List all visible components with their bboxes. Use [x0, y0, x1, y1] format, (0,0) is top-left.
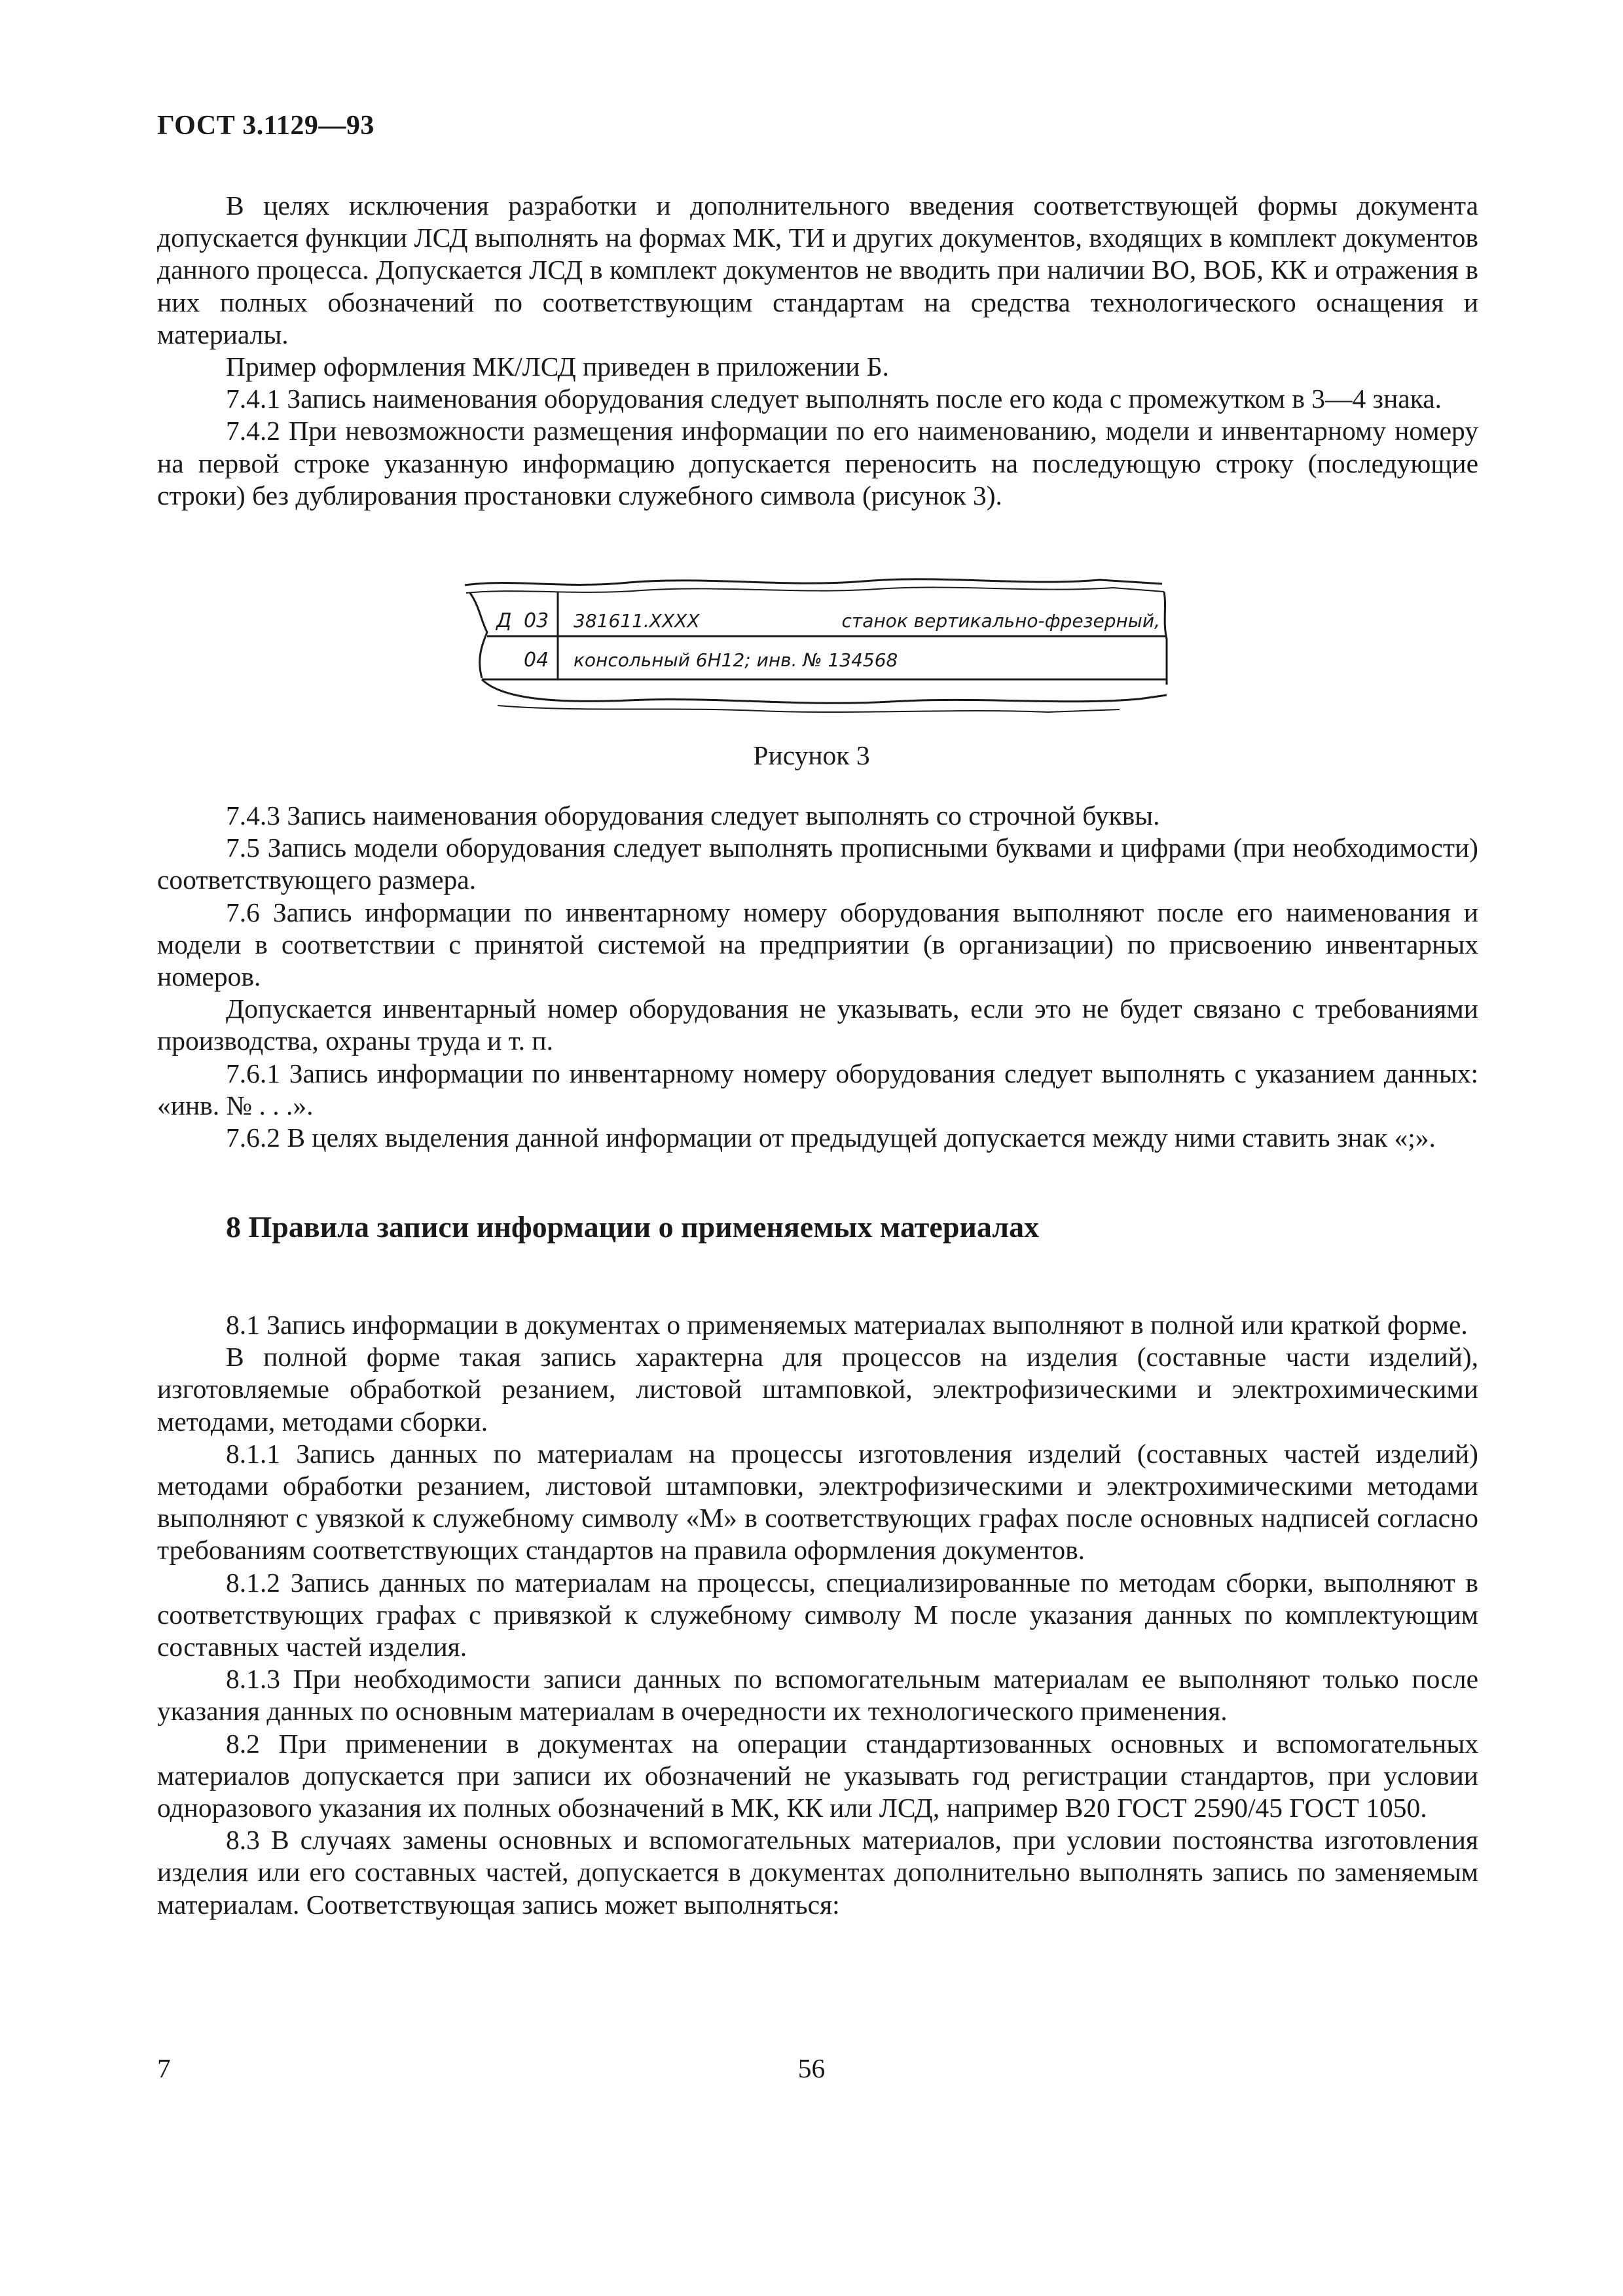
- figure-row2-text: консольный 6Н12; инв. № 134568: [574, 649, 898, 671]
- document-code-header: ГОСТ 3.1129—93: [157, 111, 374, 141]
- text-block-middle: [157, 800, 1478, 1154]
- paragraph: Пример оформления МК/ЛСД приведен в приложении Б.: [226, 351, 889, 382]
- section-8-title: 8 Правила записи информации о применяемых материалах: [226, 1210, 1040, 1244]
- paragraph: 8.1.2 Запись данных по материалам на процессы, специализированные по методам сборки, выполняют в соответствующих графах с привязкой к служебному символу М после указания данных по комплектующим составных частей изделия.: [157, 1567, 1478, 1662]
- figure-row1-code: 381611.XXXX: [574, 610, 700, 632]
- paragraph: Допускается инвентарный номер оборудования не указывать, если это не будет связано с требованиями производства, охраны труда и т. п.: [157, 994, 1478, 1056]
- paragraph: 7.6 Запись информации по инвентарному номеру оборудования выполняют после его наименования и модели в соответствии с принятой системой на предприятии (в организации) по присвоению инвентарных номеров.: [157, 897, 1478, 992]
- footer-page-number: 56: [797, 2053, 826, 2083]
- figure-3-table-fragment: [458, 567, 1172, 724]
- paragraph: 7.6.1 Запись информации по инвентарному номеру оборудования следует выполнять с указанием данных: «инв. № . . .».: [157, 1058, 1478, 1121]
- paragraph: 7.4.3 Запись наименования оборудования следует выполнять со строчной буквы.: [226, 800, 1160, 831]
- paragraph: В целях исключения разработки и дополнительного введения соответствующей формы документа допускается функции ЛСД выполнять на формах МК, ТИ и других документов, входящих в комплект документов данного процесса. Допускается ЛСД в комплект документов не вводить при наличии ВО, ВОБ, КК и отражения в них полных обозначений по соответствующим стандартам на средства технологического оснащения и материалы.: [157, 190, 1478, 350]
- paragraph: 8.1 Запись информации в документах о применяемых материалах выполняют в полной или краткой форме.: [226, 1310, 1468, 1340]
- paragraph: 8.2 При применении в документах на операции стандартизованных основных и вспомогательных материалов допускается при записи их обозначений не указывать год регистрации стандартов, при условии одноразового указания их полных обозначений в МК, КК или ЛСД, например В20 ГОСТ 2590/45 ГОСТ 1050.: [157, 1728, 1478, 1823]
- paragraph: 7.4.1 Запись наименования оборудования следует выполнять после его кода с промежутком в 3—4 знака.: [226, 384, 1442, 414]
- paragraph: 8.1.3 При необходимости записи данных по вспомогательным материалам ее выполняют только после указания данных по основным материалам в очередности их технологического применения.: [157, 1664, 1478, 1727]
- paragraph: 8.3 В случаях замены основных и вспомогательных материалов, при условии постоянства изготовления изделия или его составных частей, допускается в документах дополнительно выполнять запись по заменяемым материалам. Соответствующая запись может выполняться:: [157, 1825, 1478, 1920]
- figure-caption: Рисунок 3: [753, 740, 870, 770]
- text-block-bottom: [157, 1309, 1478, 1921]
- figure-row1-number: 03: [524, 609, 549, 632]
- figure-row1-text: станок вертикально-фрезерный,: [841, 610, 1160, 632]
- figure-symbol: Д: [496, 609, 512, 632]
- paragraph: 7.4.2 При невозможности размещения информации по его наименованию, модели и инвентарному номеру на первой строке указанную информацию допускается переносить на последующую строку (последующие строки) без дублирования простановки служебного символа (рисунок 3).: [157, 416, 1478, 511]
- footer-sheet-number: 7: [157, 2053, 171, 2083]
- paragraph: 7.6.2 В целях выделения данной информации от предыдущей допускается между ними ставить знак «;».: [226, 1122, 1436, 1153]
- paragraph: 8.1.1 Запись данных по материалам на процессы изготовления изделий (составных частей изделий) методами обработки резанием, листовой штамповки, электрофизическими и электрохимическими методами выполняют с увязкой к служебному символу «М» в соответствующих графах после основных надписей согласно требованиям соответствующих стандартов на правила оформления документов.: [157, 1438, 1478, 1566]
- text-block-top: [157, 190, 1478, 512]
- figure-row2-number: 04: [524, 649, 549, 672]
- paragraph: 7.5 Запись модели оборудования следует выполнять прописными буквами и цифрами (при необходимости) соответствующего размера.: [157, 833, 1478, 895]
- paragraph: В полной форме такая запись характерна для процессов на изделия (составные части изделий), изготовляемые обработкой резанием, листовой штамповкой, электрофизическими и электрохимическими методами, методами сборки.: [157, 1342, 1478, 1437]
